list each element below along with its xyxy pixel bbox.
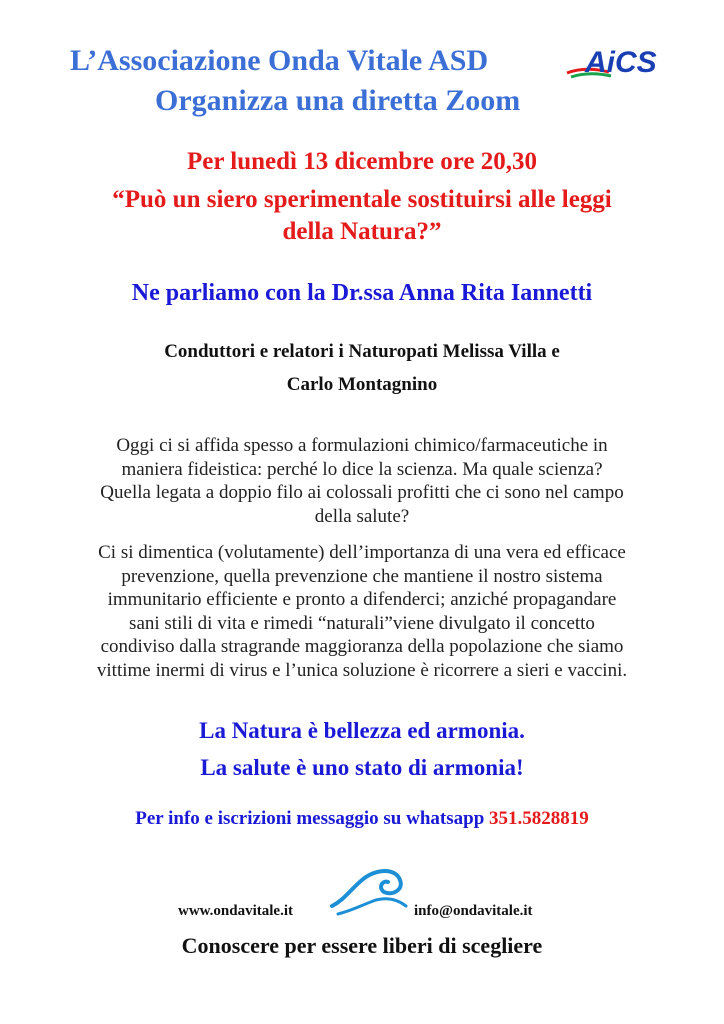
email-link[interactable]: info@ondavitale.it [414,903,533,919]
body-paragraph-1 [30,434,694,528]
wave-icon [330,866,410,918]
hosts [110,335,614,401]
paragraph-line: prevenzione, quella prevenzione che mantiene il nostro sistema [121,565,603,587]
phone-number[interactable]: 351.5828819 [489,808,589,829]
paragraph-line: immunitario efficiente e pronto a difenderci; anziché propagandare [107,589,617,610]
motto-line2: La salute è uno stato di armonia! [200,755,524,780]
paragraph-line: vittime inermi di virus e l’unica soluzione è ricorrere a sieri e vaccini. [96,659,628,681]
logo-text: AiCS [585,46,657,79]
hosts-line2: Carlo Montagnino [286,374,438,395]
paragraph-line: Oggi ci si affida spesso a formulazioni chimico/farmaceutiche in [116,435,608,456]
header-title-line1: L’Associazione Onda Vitale ASD [70,44,489,77]
header-title-line2: Organizza una diretta Zoom [155,84,521,117]
paragraph-line: Ci si dimentica (volutamente) dell’importanza di una vera ed efficace [98,542,626,563]
body-paragraph-2 [30,541,694,682]
website-link[interactable]: www.ondavitale.it [178,903,294,919]
aics-logo [565,42,657,82]
paragraph-line: condiviso dalla stragrande maggioranza della popolazione che siamo [100,636,624,657]
question-line1: “Può un siero sperimentale sostituirsi alle leggi [112,186,612,213]
event-date: Per lunedì 13 dicembre ore 20,30 [187,148,537,175]
hosts-line1: Conduttori e relatori i Naturopati Melissa Villa e [164,341,560,362]
paragraph-line: Quella legata a doppio filo ai colossali profitti che ci sono nel campo [100,482,624,503]
question-line2: della Natura?” [282,218,442,245]
paragraph-line: maniera fideistica: perché lo dice la scienza. Ma quale scienza? [121,458,603,480]
info-text: Per info e iscrizioni messaggio su whatsapp [135,808,485,829]
paragraph-line: sani stili di vita e rimedi “naturali”viene divulgato il concetto [129,612,595,634]
motto-line1: La Natura è bellezza ed armonia. [199,718,525,743]
footer-motto: Conoscere per essere liberi di scegliere [181,933,543,958]
speaker-line: Ne parliamo con la Dr.ssa Anna Rita Iannetti [131,280,593,306]
event-question [40,184,684,248]
contact-info [0,808,724,830]
paragraph-line: della salute? [314,505,410,527]
